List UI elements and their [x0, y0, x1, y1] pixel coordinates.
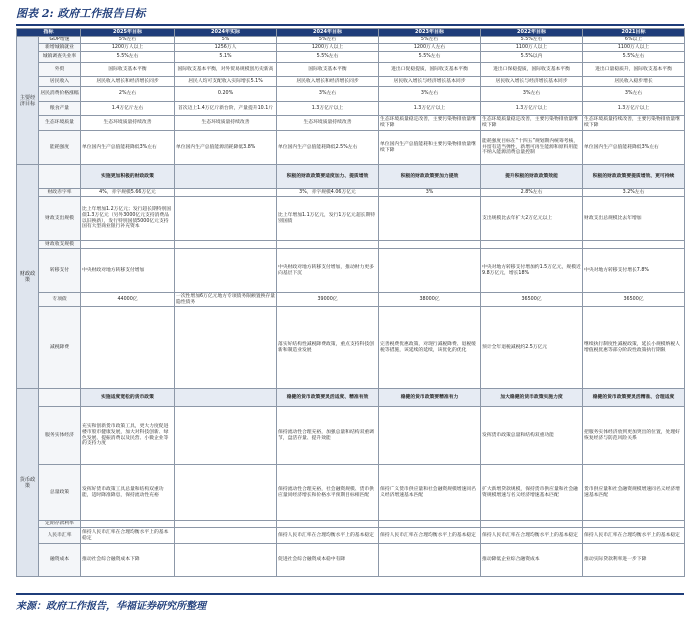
table-cell: 5.5%左右 — [481, 37, 583, 44]
table-row — [17, 465, 685, 521]
table-cell: 居民收入增长与经济增长基本同步 — [379, 77, 481, 87]
table-cell: 财政支出总规模比去年增加 — [583, 197, 685, 241]
table-cell: 1200万人以上 — [277, 44, 379, 52]
table-cell: 3%左右 — [481, 87, 583, 102]
table-row — [17, 293, 685, 307]
table-cell: 3%左右 — [583, 87, 685, 102]
table-cell: 推动社会综合融资成本下降 — [81, 544, 175, 577]
row-label: 专项债 — [39, 293, 81, 307]
table-cell: 能耗强度目标在“十四五”规划期内统筹考核，并留有适当弹性，新增可再生能源和原料用能不纳入能源消费总量控制 — [481, 131, 583, 165]
table-cell — [277, 241, 379, 249]
table-cell: 44000亿 — [81, 293, 175, 307]
table-row — [17, 389, 685, 407]
table-cell — [81, 241, 175, 249]
bottom-rule — [16, 593, 684, 595]
row-label: 居民消费价格涨幅 — [39, 87, 81, 102]
table-cell — [175, 544, 277, 577]
table-cell — [379, 241, 481, 249]
table-cell: 国际收支基本平衡 — [81, 63, 175, 77]
header-2021-target: 2021目标 — [583, 29, 685, 37]
row-label — [39, 165, 81, 189]
table-row — [17, 197, 685, 241]
table-cell — [379, 249, 481, 293]
table-cell: 发挥货币政策总量和结构双重功能 — [481, 407, 583, 465]
table-cell: 5.5%以内 — [481, 52, 583, 63]
table-cell: 货币供应量和社会融资规模增速同名义经济增速基本匹配 — [583, 465, 685, 521]
table-cell: 进出口保稳提质，国际收支基本平衡 — [481, 63, 583, 77]
table-cell: 3% — [379, 189, 481, 197]
row-label: 财政支出规模 — [39, 197, 81, 241]
policy-stance: 实施适度宽松的货币政策 — [81, 389, 175, 407]
table-cell: 1.3万亿斤以上 — [481, 102, 583, 116]
table-cell — [379, 407, 481, 465]
table-row — [17, 544, 685, 577]
table-cell: 中央对地方转移支付增加约1.5万亿元，规模近9.8万亿元，增长18% — [481, 249, 583, 293]
row-label: 总量政策 — [39, 465, 81, 521]
row-label: GDP增速 — [39, 37, 81, 44]
table-cell: 3%左右 — [379, 87, 481, 102]
table-row — [17, 407, 685, 465]
table-cell: 单位国内生产总值能耗降低2.5%左右 — [277, 131, 379, 165]
table-header-row — [17, 29, 685, 37]
table-cell: 36500亿 — [481, 293, 583, 307]
table-cell: 进出口促稳提质，国际收支基本平衡 — [379, 63, 481, 77]
table-cell: 1100万人以上 — [481, 44, 583, 52]
table-row — [17, 44, 685, 52]
table-cell: 保持人民币汇率在合理均衡水平上的基本稳定 — [379, 528, 481, 544]
policy-stance: 稳健的货币政策要精准有力 — [379, 389, 481, 407]
row-label: 转移支付 — [39, 249, 81, 293]
table-cell — [175, 521, 277, 528]
table-cell: 保持流动性合理充裕，社会融资规模、货币供应量同经济增长和价格水平预期目标相匹配 — [277, 465, 379, 521]
table-row — [17, 131, 685, 165]
table-row — [17, 307, 685, 389]
table-cell: 推动实际贷款利率进一步下降 — [583, 544, 685, 577]
table-row — [17, 116, 685, 131]
table-cell: 1256万人 — [175, 44, 277, 52]
table-cell: 39000亿 — [277, 293, 379, 307]
table-row — [17, 189, 685, 197]
row-label: 减税降费 — [39, 307, 81, 389]
table-cell: 5.5%左右 — [81, 52, 175, 63]
policy-targets-table — [16, 28, 685, 577]
table-cell: 保持人民币汇率在合理均衡水平上的基本稳定 — [481, 528, 583, 544]
policy-stance: 加大稳健的货币政策实施力度 — [481, 389, 583, 407]
table-cell — [379, 197, 481, 241]
table-cell — [379, 521, 481, 528]
table-cell: 生态环境质量稳定改善，主要污染物排放量继续下降 — [379, 116, 481, 131]
table-row — [17, 165, 685, 189]
table-cell: 0.20% — [175, 87, 277, 102]
table-cell: 国际收支基本平衡，对外贸易规模创历史新高 — [175, 63, 277, 77]
table-cell: 保持广义货币供应量和社会融资规模增速同名义经济增速基本匹配 — [379, 465, 481, 521]
table-cell: 38000亿 — [379, 293, 481, 307]
policy-stance: 实施更加积极的财政政策 — [81, 165, 175, 189]
row-label: 外贸 — [39, 63, 81, 77]
row-label: 财政收支规模 — [39, 241, 81, 249]
row-label — [39, 389, 81, 407]
table-cell: 中央对地方转移支付增长7.8% — [583, 249, 685, 293]
table-cell — [175, 407, 277, 465]
header-2023-target: 2023年目标 — [379, 29, 481, 37]
table-cell — [175, 241, 277, 249]
table-cell: 单位国内生产总值能耗和主要污染物排放量继续下降 — [379, 131, 481, 165]
table-cell: 生态环境质量持续改善 — [81, 116, 175, 131]
row-label: 能耗强度 — [39, 131, 81, 165]
table-cell: 生态环境质量稳定改善，主要污染物排放量继续下降 — [481, 116, 583, 131]
table-cell: 2.8%左右 — [481, 189, 583, 197]
table-cell: 促进社会综合融资成本稳中有降 — [277, 544, 379, 577]
row-label: 城镇调查失业率 — [39, 52, 81, 63]
row-label: 服务实体经济 — [39, 407, 81, 465]
table-cell: 1.4万亿斤左右 — [81, 102, 175, 116]
table-cell: 保持人民币汇率在合理均衡水平上的基本稳定 — [81, 528, 175, 544]
table-row — [17, 37, 685, 44]
table-cell: 充实和创新货币政策工具，更大力度促进楼市股市健康发展，加大对科技创新、绿色发展、提振消费以及民营、小微企业等的支持力度 — [81, 407, 175, 465]
table-cell: 5.5%左右 — [583, 52, 685, 63]
policy-stance — [175, 389, 277, 407]
policy-stance: 稳健的货币政策要灵活精准、合理适度 — [583, 389, 685, 407]
table-cell: 首次迈上1.4万亿斤新台阶，产量提升10.1斤 — [175, 102, 277, 116]
header-2024-target: 2024年目标 — [277, 29, 379, 37]
table-cell: 发挥好货币政策工具总量和结构双重功能，适时降准降息，保持流动性充裕 — [81, 465, 175, 521]
table-cell — [175, 528, 277, 544]
category-goals: 主要经济目标 — [17, 37, 39, 165]
table-cell: 把服务实体经济放到更加突出的位置，处理好恢复经济与防范风险关系 — [583, 407, 685, 465]
table-cell: 落实好结构性减税降费政策，重点支持科技创新和制造业发展 — [277, 307, 379, 389]
category-fiscal: 财政政策 — [17, 165, 39, 389]
table-cell: 居民收入稳步增长 — [583, 77, 685, 87]
header-2022-target: 2022年目标 — [481, 29, 583, 37]
table-cell: 36500亿 — [583, 293, 685, 307]
row-label: 生态环境质量 — [39, 116, 81, 131]
table-cell: 3%左右 — [277, 87, 379, 102]
table-cell: 预计全年退税减税约2.5万亿元 — [481, 307, 583, 389]
table-cell: 2%左右 — [81, 87, 175, 102]
table-cell: 3.2%左右 — [583, 189, 685, 197]
table-cell: 扩大新增贷款规模，保持货币供应量和社会融资规模增速与名义经济增速基本匹配 — [481, 465, 583, 521]
row-label: 财政赤字率 — [39, 189, 81, 197]
table-cell — [481, 241, 583, 249]
table-cell — [583, 521, 685, 528]
policy-stance: 提升积极的财政政策效能 — [481, 165, 583, 189]
table-cell: 继续执行制度性减税政策，延长小规模纳税人增值税优惠等部分阶段性政策执行期限 — [583, 307, 685, 389]
table-cell — [379, 544, 481, 577]
table-row — [17, 102, 685, 116]
table-cell: 5.1% — [175, 52, 277, 63]
table-cell: 5.5%左右 — [379, 52, 481, 63]
header-2025-target: 2025年目标 — [81, 29, 175, 37]
row-label: 人民币汇率 — [39, 528, 81, 544]
table-cell: 5% — [175, 37, 277, 44]
row-label: 新增城镇就业 — [39, 44, 81, 52]
table-cell: 一次性增加6万亿元地方专项债务限额置换存量隐性债务 — [176, 293, 276, 305]
table-cell: 单位国内生产总值能耗降低3%左右 — [81, 131, 175, 165]
table-cell: 中央财政对地方转移支付增加 — [81, 249, 175, 293]
table-row — [17, 241, 685, 249]
table-cell: 推动降低企业综合融资成本 — [481, 544, 583, 577]
table-cell: 生态环境质量持续改善，主要污染物排放量继续下降 — [583, 116, 685, 131]
table-cell: 5%左右 — [379, 37, 481, 44]
table-cell: 支出规模比去年扩大2万亿元以上 — [481, 197, 583, 241]
table-cell: 5.5%左右 — [277, 52, 379, 63]
table-cell: 单位国内生产总值能耗降低3%左右 — [583, 131, 685, 165]
category-monetary: 货币政策 — [17, 389, 39, 577]
row-label: 居民收入 — [39, 77, 81, 87]
table-row — [17, 521, 685, 528]
table-cell: 1200万人左右 — [379, 44, 481, 52]
table-cell: 比上年增加1.1万亿元，发行1万亿元超长期特别国债 — [277, 197, 379, 241]
table-row — [17, 528, 685, 544]
table-cell: 生态环境质量持续改善 — [175, 116, 277, 131]
table-cell: 完善税费优惠政策，对现行减税降费、退税缓税等措施，该延续的延续，该优化的优化 — [379, 307, 481, 389]
table-cell: 1.3万亿斤以上 — [379, 102, 481, 116]
table-row — [17, 87, 685, 102]
table-cell: 1100万人以上 — [583, 44, 685, 52]
table-cell: 单位国内生产总值能源消耗降低3.8% — [175, 131, 277, 165]
table-cell: 居民收入增长和经济增长同步 — [81, 77, 175, 87]
top-rule — [16, 24, 684, 26]
table-cell — [175, 249, 277, 293]
table-cell: 中央财政对地方转移支付增加，推动财力更多向基层下沉 — [277, 249, 379, 293]
policy-stance — [175, 165, 277, 189]
table-cell: 1200万人以上 — [81, 44, 175, 52]
table-cell — [175, 465, 277, 521]
table-cell: 生态环境质量持续改善 — [277, 116, 379, 131]
row-label: 粮食产量 — [39, 102, 81, 116]
table-cell: 保持人民币汇率在合理均衡水平上的基本稳定 — [277, 528, 379, 544]
figure-title: 图表 2: 政府工作报告目标 — [16, 7, 146, 20]
header-2024-actual: 2024年实际 — [175, 29, 277, 37]
table-cell: 居民人均可支配收入实际增长5.1% — [175, 77, 277, 87]
table-cell: 国际收支基本平衡 — [277, 63, 379, 77]
table-cell: 1.3万亿斤以上 — [583, 102, 685, 116]
policy-stance: 稳健的货币政策要灵活适度、精准有效 — [277, 389, 379, 407]
table-cell: 5%左右 — [81, 37, 175, 44]
table-cell: 比上年增加1.2万亿元；发行超长期特别国债1.3万亿元（另外3000亿元支持消费品以旧换新），发行特别国债5000亿元支持国有大型商业银行补充资本 — [81, 197, 175, 241]
table-row — [17, 63, 685, 77]
table-cell — [481, 521, 583, 528]
table-cell: 1.3万亿斤以上 — [277, 102, 379, 116]
table-cell: 居民收入增长与经济增长基本同步 — [481, 77, 583, 87]
row-label: 融资成本 — [39, 544, 81, 577]
row-label: 定期存款利率 — [39, 521, 81, 528]
table-cell: 保持人民币汇率在合理均衡水平上的基本稳定 — [583, 528, 685, 544]
table-cell: 3%，赤字规模4.06万亿元 — [277, 189, 379, 197]
policy-stance: 积极的财政政策要提质增效、更可持续 — [583, 165, 685, 189]
table-cell — [175, 189, 277, 197]
policy-stance: 积极的财政政策要加力提效 — [379, 165, 481, 189]
table-row — [17, 52, 685, 63]
table-cell — [81, 307, 175, 389]
table-cell: 进出口量稳质升，国际收支基本平衡 — [583, 63, 685, 77]
table-cell — [81, 521, 175, 528]
table-cell: 5%左右 — [277, 37, 379, 44]
table-cell: 居民收入增长和经济增长同步 — [277, 77, 379, 87]
policy-stance: 积极的财政政策要适度加力、提质增效 — [277, 165, 379, 189]
header-indicator: 指标 — [17, 29, 81, 37]
table-row — [17, 77, 685, 87]
table-cell — [277, 521, 379, 528]
table-cell: 保持流动性合理充裕，加强总量和结构双重调节，盘活存量、提升效能 — [277, 407, 379, 465]
table-cell — [175, 307, 277, 389]
table-row — [17, 249, 685, 293]
table-cell — [583, 241, 685, 249]
table-cell: 6%以上 — [583, 37, 685, 44]
table-cell — [175, 197, 277, 241]
table-cell: 4%，赤字规模5.66万亿元 — [81, 189, 175, 197]
source-note: 来源：政府工作报告，华福证券研究所整理 — [16, 601, 206, 612]
